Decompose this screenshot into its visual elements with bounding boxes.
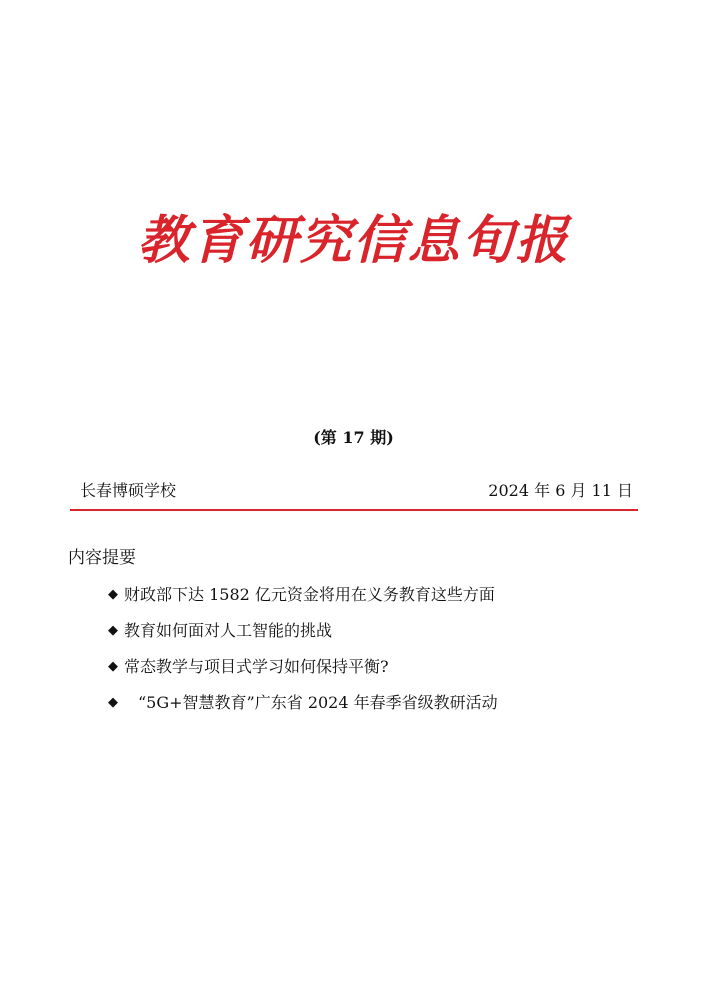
- issue-number: (第 17 期): [313, 428, 394, 447]
- toc-item-text: 教育如何面对人工智能的挑战: [124, 621, 333, 640]
- toc-item: [108, 654, 668, 690]
- masthead-title: 教育研究信息旬报: [137, 210, 570, 271]
- diamond-bullet-icon: ◆: [108, 695, 118, 710]
- publisher-name: 长春博硕学校: [80, 481, 177, 500]
- red-divider: [70, 509, 638, 511]
- toc-item-text: 常态教学与项目式学习如何保持平衡?: [124, 657, 389, 676]
- toc-item-text: 财政部下达 1582 亿元资金将用在义务教育这些方面: [124, 585, 495, 604]
- diamond-bullet-icon: ◆: [108, 587, 118, 602]
- toc-list: [108, 582, 668, 726]
- publisher-date-row: [80, 479, 633, 503]
- toc-heading: 内容提要: [68, 548, 136, 568]
- diamond-bullet-icon: ◆: [108, 659, 118, 674]
- toc-item: [108, 582, 668, 618]
- toc-item: [108, 690, 668, 726]
- toc-item-text: “5G+智慧教育”广东省 2024 年春季省级教研活动: [138, 693, 498, 712]
- toc-item: [108, 618, 668, 654]
- diamond-bullet-icon: ◆: [108, 623, 118, 638]
- issue-date: 2024 年 6 月 11 日: [488, 481, 633, 500]
